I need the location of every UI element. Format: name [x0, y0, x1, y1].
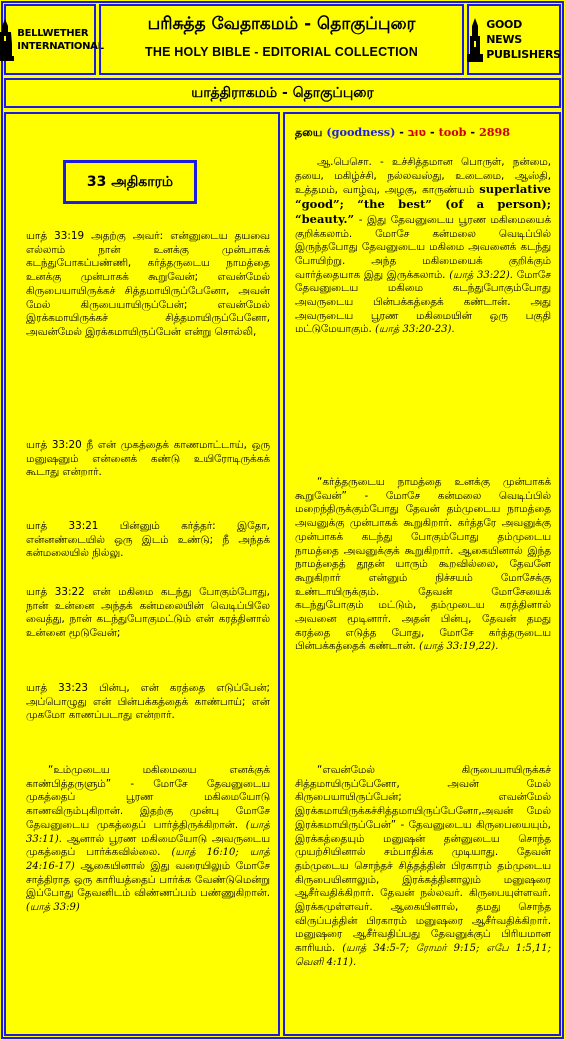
- definition-paragraph: [295, 156, 551, 337]
- definition-text: மோசே தேவனுடைய மகிமை கடந்துபோகும்போது அவருடைய பின்பக்கத்தைக் கண்டான். அது அவருடைய பூரண மகிமையின் ஒரு பகுதி மட்டுமேயாகும்.: [295, 268, 551, 336]
- title-tamil: பரிசுத்த வேதாகமம் - தொகுப்புரை: [147, 14, 416, 34]
- word-study-heading: தயை (goodness) - טוּב - toob - 2898: [295, 125, 511, 139]
- commentary-text: ஆகையினால் இது வரையிலும் மோசே சாத்திராத ஒரு காரியத்தைப் பார்க்க வேண்டுமென்று இப்போது தேவனிடம் விண்ணப்பம் பண்ணுகிறான்.: [26, 859, 270, 900]
- right-logo-line1: GOOD NEWS: [486, 18, 522, 46]
- verse-ref: (யாத் 33:19,22).: [419, 641, 499, 653]
- tower-icon: [467, 17, 483, 63]
- verse-ref: (யாத் 33:20-23).: [375, 324, 455, 336]
- word-english: (goodness): [326, 125, 396, 139]
- word-tamil: தயை: [295, 126, 323, 139]
- subtitle-box: [4, 78, 561, 108]
- commentary-ref: (யாத் 33:11).: [26, 819, 270, 845]
- commentary-paragraph: [295, 764, 551, 970]
- commentary-ref: (யாத் 16:10; யாத் 24:16-17): [26, 847, 271, 872]
- strongs-number: 2898: [478, 125, 511, 139]
- commentary-paragraph: [26, 764, 270, 915]
- right-logo-line2: PUBLISHERS: [486, 48, 561, 61]
- commentary-text: “கர்த்தருடைய நாமத்தை உனக்கு முன்பாகக் கூறுவேன்” - மோசே கன்மலை வெடிப்பில் மறைந்திருக்கும்போது தேவன் தம்முடைய நாமத்தை அவனுக்கு முன்பாகக் கூறுகிறார். கர்த்தரே அவனுக்கு முன்பாகக் கடந்து போகும்போது தம்முடைய நாமத்தை அவனுக்குக் கூறுகிறார். ஆகையினால் இந்த நாமத்தைத் தூதன் யாரும் கூறவில்லை, தேவனே கூறுகிறார் என்னும் நிச்சயம் மோசேக்கு உண்டாயிருக்கும். தேவன் மோசேயைக் கடந்துபோகும் மட்டும், தம்முடைய கரத்தினால் அவனை மூடினார். அதன் பின்பு, தேவன் தமது கரத்தை எடுத்த போது, மோசே கர்த்தருடைய பின்பக்கத்தைக் கண்டான்.: [295, 476, 551, 653]
- commentary-text: “உம்முடைய மகிமையை எனக்குக் காண்பித்தருளும்” - மோசே தேவனுடைய முகத்தைப் பூரண மகிமையோடு காணவிரும்புகிறான். இதற்கு முன்பு மோசே தேவனுடைய முகத்தைப் பார்த்திருக்கிறான்.: [26, 764, 270, 831]
- title-box: [99, 4, 464, 75]
- verse-paragraph: யாத் 33:23 பின்பு, என் கரத்தை எடுப்பேன்; அப்பொழுது என் பின்பக்கத்தைக் காண்பாய்; என் முகமோ காணப்படாது என்றார்.: [26, 682, 270, 722]
- verse-paragraph: யாத் 33:20 நீ என் முகத்தைக் காணமாட்டாய், ஒரு மனுஷனும் என்னைக் கண்டு உயிரோடிருக்கக் கூடாது என்றார்.: [26, 439, 270, 479]
- commentary-text: “எவன்மேல் கிருபையாயிருக்கச் சித்தமாயிருப்பேனோ, அவன் மேல் கிருபையாயிருப்பேன்; எவன்மேல் இரக்கமாயிருக்கச்சித்தமாயிருப்பேனோ,அவன் மேல் இரக்கமாயிருப்பேன்” - தேவனுடைய கிருபையையும், இரக்கத்தையும் மனுஷன் தன்னுடைய சொந்த முயற்சியினால் சம்பாதிக்க முடியாது. தேவன் தம்முடைய சொந்தச் சித்தத்தின் பிரகாரம் தம்முடைய கிருபையினாலும், இரக்கத்தினாலும் மனுஷரை ஆசீர்வதிக்கிறார். தேவன் நல்லவர். கிருபையுள்ளவர். இரக்கமுள்ளவர். ஆகையினால், தமது சொந்த விருப்பத்தின் பிரகாரம் மனுஷரை ஆசீர்வதிக்கிறார். மனுஷரை ஆசீர்வதிப்பது தேவனுக்குப் பிரியமான காரியம்.: [295, 764, 551, 955]
- commentary-paragraph: [295, 476, 551, 654]
- good-news-logo: [467, 4, 561, 75]
- subtitle: யாத்திராகமம் - தொகுப்புரை: [191, 85, 374, 101]
- commentary-text: ஆனால் பூரண மகிமையோடு அவருடைய முகத்தைப் பார்க்கவில்லை.: [26, 832, 270, 859]
- english-definition: superlative “good”; “the best” (of a person); “beauty.”: [295, 182, 551, 226]
- word-translit: toob: [438, 125, 467, 139]
- word-hebrew: טוּב: [407, 126, 427, 139]
- definition-text: - இது தேவனுடைய பூரண மகிமையைக் குறிக்கலாம். மோசே கன்மலை வெடிப்பில் இருந்தபோது தேவனுடைய மகிமை அவனைக் கடந்து போயிற்று. அந்த மகிமையைக் குறிக்கும் வார்த்தையாக இது இருக்கலாம்.: [295, 213, 551, 281]
- verse-paragraph: யாத் 33:22 என் மகிமை கடந்து போகும்போது, நான் உன்னை அந்தக் கன்மலையின் வெடிப்பிலே வைத்து, நான் கடந்துபோகுமட்டும் என் கரத்தினால் உன்னை மூடுவேன்;: [26, 586, 270, 640]
- chapter-label: 33 அதிகாரம்: [63, 160, 197, 204]
- verse-paragraph: யாத் 33:21 பின்னும் கர்த்தர்: இதோ, என்னண்டையில் ஒரு இடம் உண்டு; நீ அந்தக் கன்மலையில் நில்லு.: [26, 520, 270, 560]
- definition-text: ஆ.பெசொ. - உச்சித்தமான பொருள், நன்மை, தயை, மகிழ்ச்சி, நல்லவஸ்து, உடைமை, ஆஸ்தி, உத்தமம், வாழ்வு, அழகு, காருண்யம்: [295, 156, 551, 197]
- commentary-ref: (யாத் 33:9): [26, 902, 80, 914]
- verse-ref: (யாத் 34:5-7; ரோமர் 9:15; எபே 1:5,11; வெளி 4:11).: [295, 943, 551, 968]
- right-column: [283, 112, 561, 1036]
- bellwether-logo: [4, 4, 104, 75]
- verse-ref: (யாத் 33:22).: [449, 269, 513, 281]
- verse-paragraph: யாத் 33:19 அதற்கு அவர்: என்னுடைய தயவை எல்லாம் நான் உனக்கு முன்பாகக் கடந்துபோகப்பண்ணி, கர்த்தருடைய நாமத்தை உனக்கு முன்பாகக் கூறுவேன்; எவன்மேல் கிருபையாயிருக்கச் சித்தமாயிருப்பேனோ, அவன் மேல் கிருபையாயிருப்பேன்; எவன்மேல் இரக்கமாயிருக்கச் சித்தமாயிருப்பேனோ, அவன்மேல் இரக்கமாயிருப்பேன் என்று சொல்லி,: [26, 230, 270, 338]
- bell-tower-icon: [0, 18, 14, 62]
- left-logo-line2: INTERNATIONAL: [17, 40, 104, 52]
- left-logo-line1: BELLWETHER: [17, 27, 89, 39]
- left-column: [4, 112, 280, 1036]
- title-english: THE HOLY BIBLE - EDITORIAL COLLECTION: [145, 45, 418, 59]
